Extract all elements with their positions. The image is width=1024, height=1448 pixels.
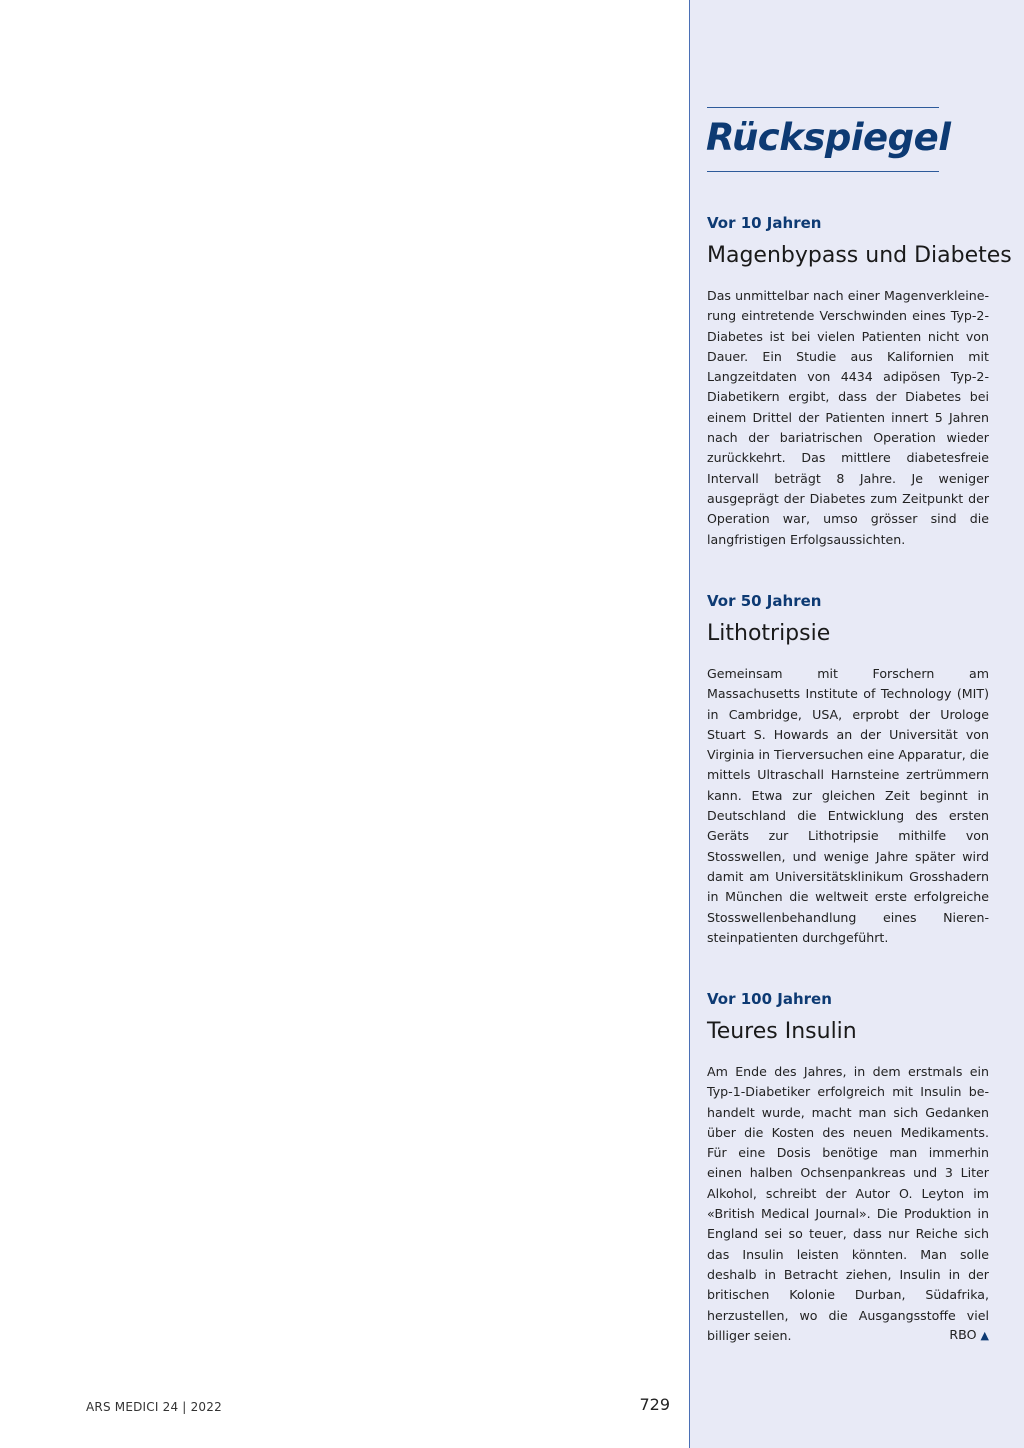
page-number: 729 <box>639 1395 670 1414</box>
section-headline: Teures Insulin <box>707 1019 857 1044</box>
section-body: Gemeinsam mit Forschern am Massachusetts Institute of Technology (MIT) in Cambridge, USA, erprobt der Urologe Stuart S. Howards an der Universität von Virginia in Tierversuchen eine Apparatur, die mittels Ultraschall Harnsteine zertrümmern kann. Etwa zur gleichen Zeit beginnt in Deutschland die Entwicklung des ersten Geräts zur Lithotripsie mithilfe von Stosswellen, und wenige Jahre später wird damit am Universitätsklinikum Grosshadern in München die weltweit erste erfolgreiche Stosswellenbehandlung eines Nierensteinpatienten durchgeführt. <box>707 666 989 945</box>
title-rule-bottom <box>707 171 939 172</box>
section-kicker: Vor 100 Jahren <box>707 990 832 1008</box>
section-headline: Lithotripsie <box>707 621 831 646</box>
section-kicker: Vor 50 Jahren <box>707 592 822 610</box>
section-headline: Magenbypass und Diabetes <box>707 243 1012 268</box>
journal-issue: ARS MEDICI 24 | 2022 <box>86 1400 222 1414</box>
section-body: Am Ende des Jahres, in dem erstmals ein Typ-1-Diabetiker erfolgreich mit Insulin behandelt wurde, macht man sich Gedanken über die Kosten des neuen Medikaments. Für eine Dosis benötige man immerhin einen halben Ochsenpankreas und 3 Liter Alkohol, schreibt der Autor O. Leyton im «British Medical Journal». Die Produktion in England sei so teuer, dass nur Reiche sich das Insulin leisten könnten. Man solle deshalb in Betracht ziehen, Insulin in der britischen Kolonie Durban, Südafrika, herzustellen, wo die Ausgangsstoffe viel billiger seien. <box>707 1064 989 1343</box>
section-body: Das unmittelbar nach einer Magenverkleinerung eintretende Verschwinden eines Typ-2-Diabetes ist bei vielen Patienten nicht von Dauer. Ein Studie aus Kalifornien mit Langzeitdaten von 4434 adipösen Typ-2-Diabetikern ergibt, dass der Diabetes bei einem Drittel der Patienten innert 5 Jahren nach der bariatrischen Operation wieder zurückkehrt. Das mittlere diabetesfreie Intervall beträgt 8 Jahre. Je weniger ausgeprägt der Diabetes zum Zeitpunkt der Operation war, umso grösser sind die langfristigen Erfolgsaussichten. <box>707 288 989 547</box>
author-signature <box>707 1325 989 1345</box>
column-title: Rückspiegel <box>706 116 951 159</box>
section-vor-50-jahren <box>707 590 989 948</box>
author-initials: RBO <box>949 1327 977 1342</box>
section-vor-10-jahren <box>707 212 1012 550</box>
section-kicker: Vor 10 Jahren <box>707 214 822 232</box>
section-vor-100-jahren <box>707 988 989 1346</box>
title-rule-top <box>707 107 939 108</box>
end-triangle-icon: ▲ <box>980 1329 989 1342</box>
